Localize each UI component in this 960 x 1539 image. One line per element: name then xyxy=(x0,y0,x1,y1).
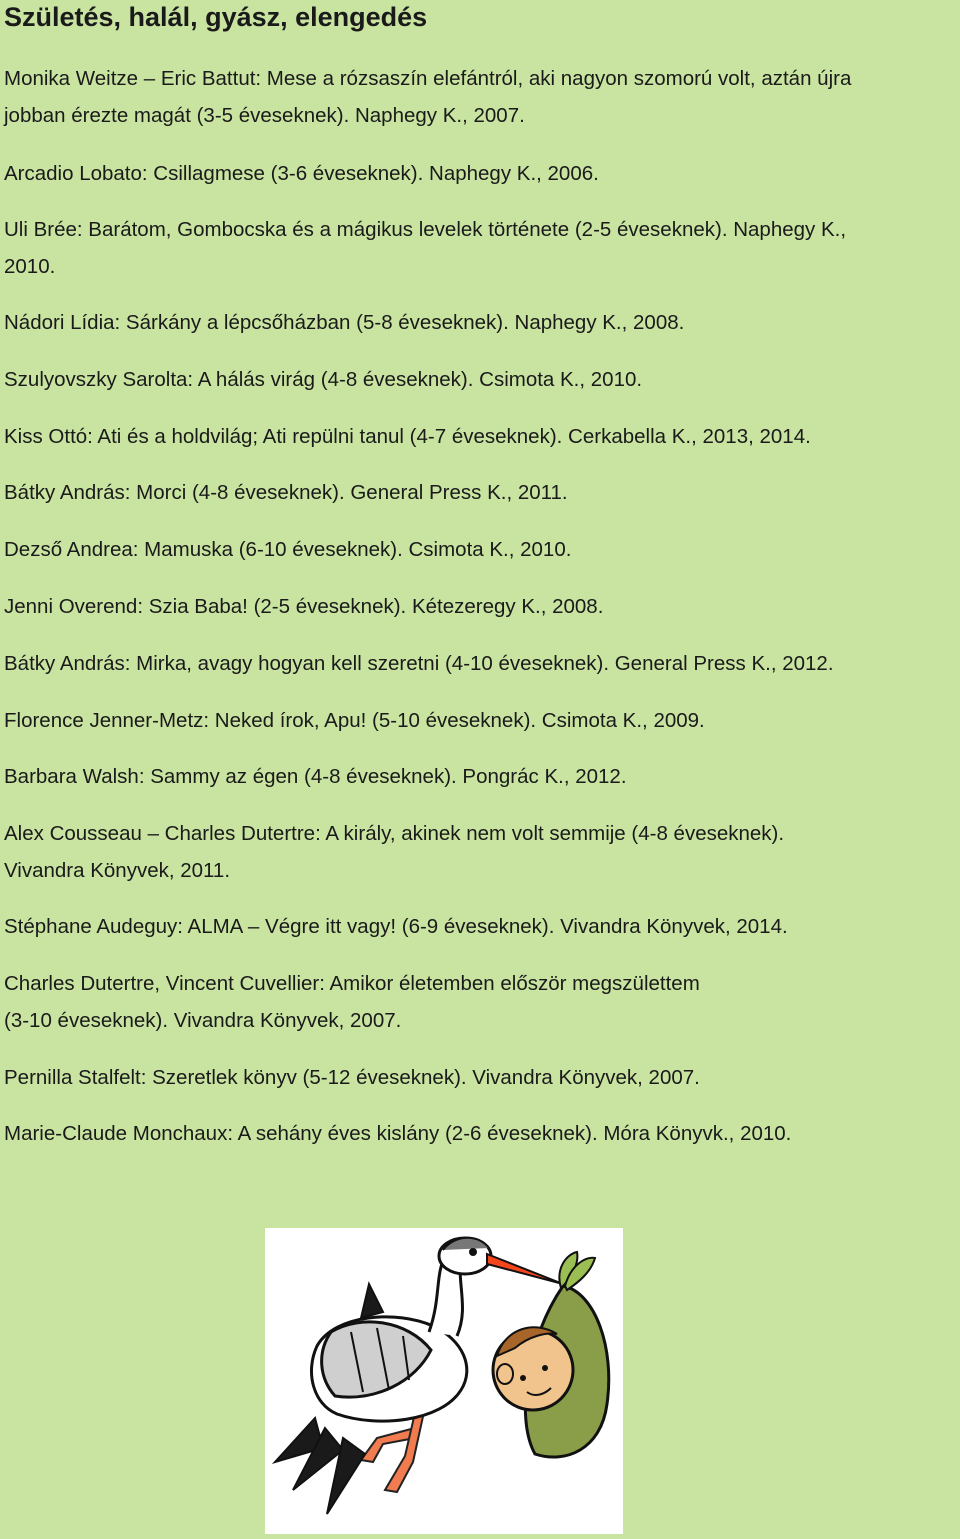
list-item-line: Marie-Claude Monchaux: A sehány éves kislány (2-6 éveseknek). Móra Könyvk., 2010. xyxy=(4,1122,792,1145)
list-item xyxy=(4,211,954,285)
list-item-line: jobban érezte magát (3-5 éveseknek). Naphegy K., 2007. xyxy=(4,104,525,127)
list-item-line: Jenni Overend: Szia Baba! (2-5 éveseknek). Kétezeregy K., 2008. xyxy=(4,595,604,618)
stork-carrying-baby-icon xyxy=(265,1228,623,1534)
list-item xyxy=(4,474,954,511)
list-item-line: Arcadio Lobato: Csillagmese (3-6 éveseknek). Naphegy K., 2006. xyxy=(4,162,599,185)
list-item xyxy=(4,965,954,1039)
list-item-line: (3-10 éveseknek). Vivandra Könyvek, 2007. xyxy=(4,1009,402,1032)
list-item-line: Bátky András: Mirka, avagy hogyan kell szeretni (4-10 éveseknek). General Press K., 2012. xyxy=(4,652,834,675)
list-item xyxy=(4,155,954,192)
list-item-line: Alex Cousseau – Charles Dutertre: A király, akinek nem volt semmije (4-8 éveseknek). xyxy=(4,822,785,845)
list-item-line: Vivandra Könyvek, 2011. xyxy=(4,859,231,882)
list-item-line: Monika Weitze – Eric Battut: Mese a rózsaszín elefántról, aki nagyon szomorú volt, aztán újra xyxy=(4,67,852,90)
list-item xyxy=(4,418,954,455)
list-item xyxy=(4,702,954,739)
list-item-line: Florence Jenner-Metz: Neked írok, Apu! (5-10 éveseknek). Csimota K., 2009. xyxy=(4,709,705,732)
list-item xyxy=(4,815,954,889)
list-item-line: Charles Dutertre, Vincent Cuvellier: Amikor életemben először megszülettem xyxy=(4,972,700,995)
list-item xyxy=(4,60,954,134)
list-item-line: Nádori Lídia: Sárkány a lépcsőházban (5-8 éveseknek). Naphegy K., 2008. xyxy=(4,311,685,334)
page-title: Születés, halál, gyász, elengedés xyxy=(4,2,428,32)
list-item xyxy=(4,908,954,945)
list-item xyxy=(4,304,954,341)
list-item-line: Kiss Ottó: Ati és a holdvilág; Ati repülni tanul (4-7 éveseknek). Cerkabella K., 2013, 2014. xyxy=(4,425,811,448)
list-item-line: Bátky András: Morci (4-8 éveseknek). General Press K., 2011. xyxy=(4,481,568,504)
list-item xyxy=(4,588,954,625)
list-item-line: 2010. xyxy=(4,255,56,278)
list-item-line: Pernilla Stalfelt: Szeretlek könyv (5-12 éveseknek). Vivandra Könyvek, 2007. xyxy=(4,1066,700,1089)
list-item xyxy=(4,361,954,398)
list-item xyxy=(4,1115,954,1152)
list-item-line: Dezső Andrea: Mamuska (6-10 éveseknek). Csimota K., 2010. xyxy=(4,538,572,561)
list-item xyxy=(4,645,954,682)
list-item xyxy=(4,1059,954,1096)
list-item-line: Uli Brée: Barátom, Gombocska és a mágikus levelek története (2-5 éveseknek). Naphegy K., xyxy=(4,218,847,241)
list-item-line: Barbara Walsh: Sammy az égen (4-8 éveseknek). Pongrác K., 2012. xyxy=(4,765,627,788)
list-item xyxy=(4,531,954,568)
list-item-line: Stéphane Audeguy: ALMA – Végre itt vagy! (6-9 éveseknek). Vivandra Könyvek, 2014. xyxy=(4,915,788,938)
list-item xyxy=(4,758,954,795)
list-item-line: Szulyovszky Sarolta: A hálás virág (4-8 éveseknek). Csimota K., 2010. xyxy=(4,368,643,391)
